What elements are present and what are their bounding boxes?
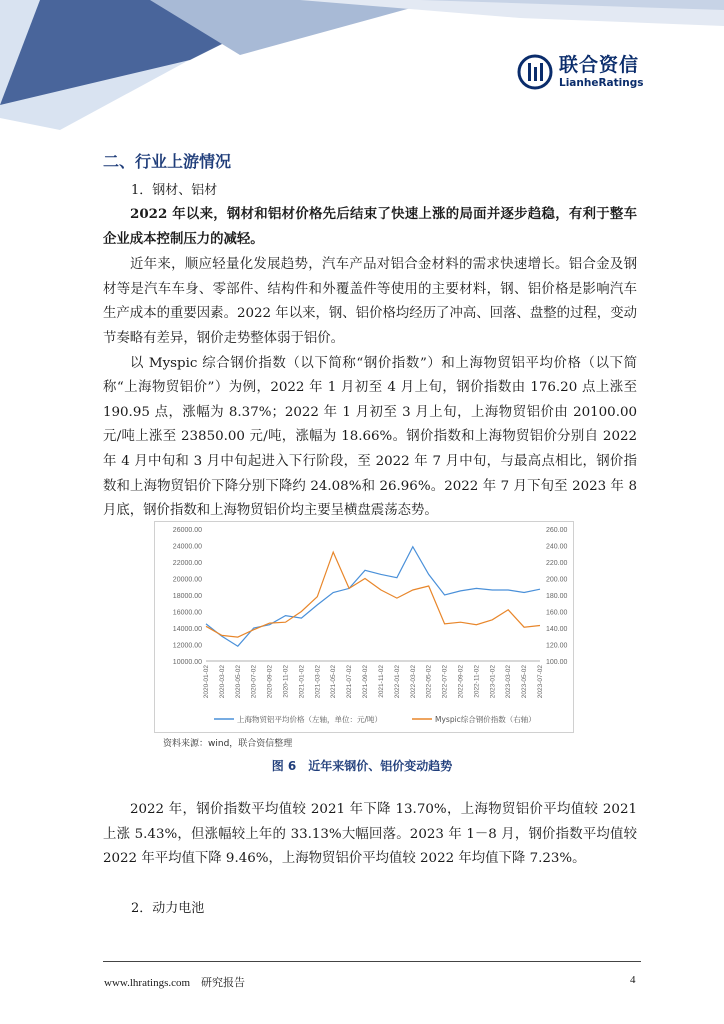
right-y-tick-label: 220.00 [546,560,568,567]
section-title: 二、行业上游情况 [103,152,232,171]
x-tick-label: 2023-01-02 [489,665,497,699]
x-tick-label: 2020-01-02 [203,665,210,699]
price-trend-chart [154,521,574,733]
right-y-tick-label: 140.00 [546,626,568,633]
legend-label: 上海物贸铝平均价格（左轴，单位：元/吨） [237,715,383,724]
x-tick-label: 2021-09-02 [362,665,370,699]
x-tick-label: 2020-03-02 [218,665,226,699]
x-tick-label: 2020-11-02 [282,665,290,698]
x-tick-label: 2022-11-02 [473,665,481,698]
right-y-tick-label: 120.00 [546,642,568,650]
right-y-tick-label: 160.00 [546,609,568,617]
x-tick-label: 2020-09-02 [266,665,274,699]
left-y-tick-label: 24000.00 [172,543,202,551]
after-chart-content [103,798,637,872]
x-tick-label: 2021-11-02 [377,665,385,698]
footer-divider [103,961,641,962]
paragraph-3: 2022 年，钢价指数平均值较 2021 年下降 13.70%，上海物贸铝价平均值较 2021 上涨 5.43%，但涨幅较上年的 33.13%大幅回落。2023 年 1－8 月，钢价指数平均值较 2022 年平均值下降 9.46%，上海物贸铝价平均值较 2022 年均值下降 7.23%。 [103,802,637,867]
right-y-tick-label: 100.00 [546,659,568,666]
left-y-tick-label: 22000.00 [172,560,202,567]
right-y-tick-label: 240.00 [546,543,568,551]
left-y-tick-label: 12000.00 [172,642,202,650]
legend-label: Myspic综合钢价指数（右轴） [435,715,536,724]
chart-frame [155,522,574,733]
footer-website: www.lhratings.com 研究报告 [104,977,246,989]
x-tick-label: 2022-05-02 [425,665,433,699]
x-tick-label: 2021-07-02 [346,665,354,699]
subsection-title-2: 2．动力电池 [131,901,205,916]
left-y-tick-label: 16000.00 [172,609,202,617]
x-tick-label: 2020-05-02 [234,665,242,699]
x-tick-label: 2023-05-02 [521,665,529,699]
left-y-tick-label: 10000.00 [172,659,202,666]
left-y-tick-label: 26000.00 [172,527,202,534]
left-y-tick-label: 20000.00 [172,576,202,584]
x-tick-label: 2020-07-02 [250,665,258,699]
right-y-tick-label: 200.00 [546,576,568,584]
main-content [103,150,637,524]
logo-en-text: LianheRatings [559,76,644,89]
paragraph-1: 近年来，顺应轻量化发展趋势，汽车产品对铝合金材料的需求快速增长。铝合金及钢材等是汽车车身、零部件、结构件和外覆盖件等使用的主要材料，钢、铝价格是影响汽车生产成本的重要因素。2022 年以来，钢、铝价格均经历了冲高、回落、盘整的过程，变动节奏略有差异，钢价走势整体弱于铝价。 [103,257,637,346]
x-tick-label: 2023-07-02 [537,665,544,699]
lianhe-logo-icon [517,54,553,90]
logo [517,54,643,90]
right-y-tick-label: 260.00 [546,527,568,534]
chart-source: 资料来源：wind，联合资信整理 [163,739,293,749]
lead-paragraph: 2022 年以来，钢材和铝材价格先后结束了快速上涨的局面并逐步趋稳，有利于整车企业成本控制压力的减轻。 [103,206,637,247]
x-tick-label: 2022-07-02 [441,665,449,699]
paragraph-2: 以 Myspic 综合钢价指数（以下简称“钢价指数”）和上海物贸铝平均价格（以下简称“上海物贸铝价”）为例，2022 年 1 月初至 4 月上旬，钢价指数由 176.20 点上涨至 190.95 点，涨幅为 8.37%；2022 年 1 月初至 3 月上旬，上海物贸铝价由 20100.00 元/吨上涨至 23850.00 元/吨，涨幅为 18.66%。钢价指数和上海物贸铝价分别自 2022 年 4 月中旬和 3 月中旬起进入下行阶段，至 2022 年 7 月中旬，与最高点相比，钢价指数和上海物贸铝价下降分别下降约 24.08%和 26.96%。2022 年 7 月下旬至 2023 年 8 月底，钢价指数和上海物贸铝价均主要呈横盘震荡态势。 [103,355,637,519]
left-y-tick-label: 14000.00 [172,626,202,633]
x-tick-label: 2021-01-02 [298,665,306,699]
page-number: 4 [630,974,636,986]
subsection-title-1: 1．钢材、铝材 [131,183,218,198]
x-tick-label: 2023-03-02 [505,665,513,699]
x-tick-label: 2022-03-02 [409,665,417,699]
x-tick-label: 2021-03-02 [314,665,322,699]
left-y-tick-label: 18000.00 [172,593,202,600]
x-tick-label: 2022-09-02 [457,665,465,699]
x-tick-label: 2022-01-02 [393,665,401,699]
figure-caption: 图 6 近年来钢价、铝价变动趋势 [271,759,453,773]
logo-cn-text: 联合资信 [559,53,640,76]
x-tick-label: 2021-05-02 [330,665,338,699]
right-y-tick-label: 180.00 [546,593,568,600]
